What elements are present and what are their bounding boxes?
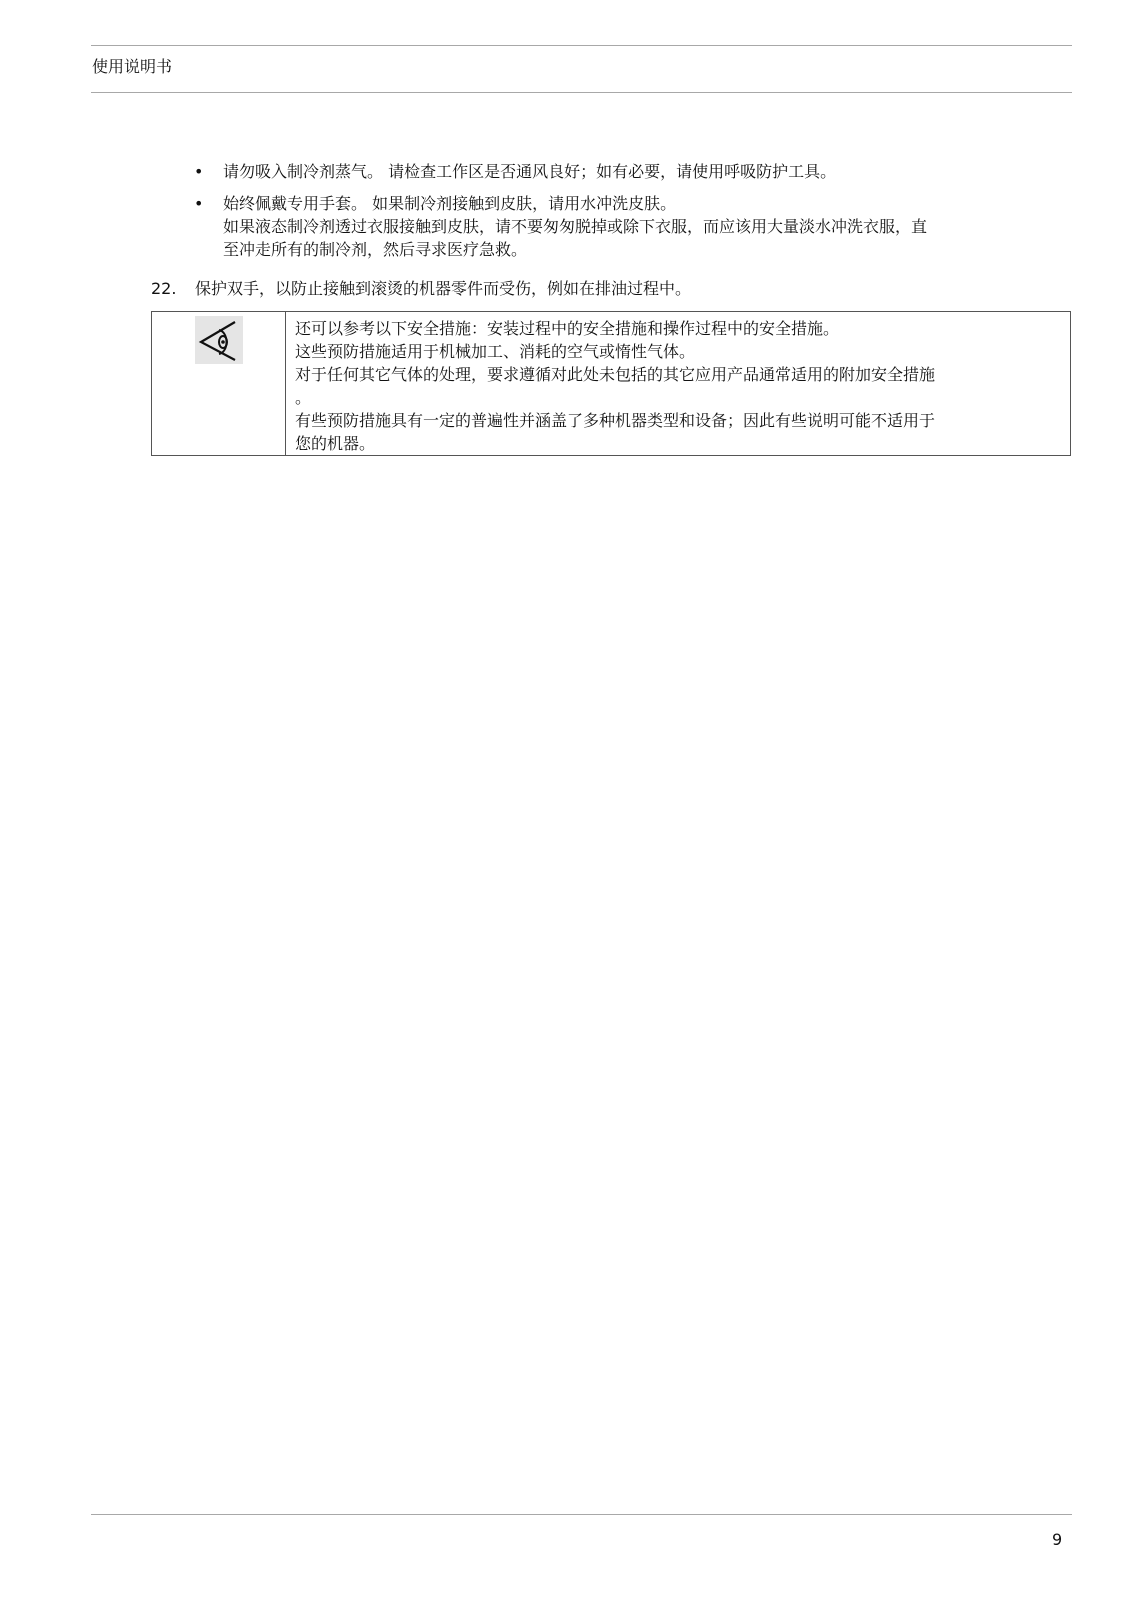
page-number: 9 bbox=[1052, 1530, 1063, 1549]
note-line: 有些预防措施具有一定的普遍性并涵盖了多种机器类型和设备；因此有些说明可能不适用于 bbox=[295, 411, 936, 430]
item-number: 22. bbox=[151, 279, 177, 298]
note-icon-cell bbox=[152, 312, 286, 455]
note-line: 还可以参考以下安全措施：安装过程中的安全措施和操作过程中的安全措施。 bbox=[295, 319, 840, 338]
safety-bullet-list bbox=[193, 160, 1073, 270]
numbered-item bbox=[151, 277, 1071, 300]
bullet-line: 如果液态制冷剂透过衣服接触到皮肤，请不要匆匆脱掉或除下衣服，而应该用大量淡水冲洗衣服，直 bbox=[223, 217, 928, 236]
note-line: 。 bbox=[295, 388, 312, 407]
note-line: 这些预防措施适用于机械加工、消耗的空气或惰性气体。 bbox=[295, 342, 696, 361]
note-text bbox=[295, 317, 1065, 455]
header-rule-top bbox=[91, 45, 1072, 46]
list-item bbox=[193, 192, 1073, 261]
bullet-line: 至冲走所有的制冷剂，然后寻求医疗急救。 bbox=[223, 240, 528, 259]
bullet-line: 始终佩戴专用手套。 如果制冷剂接触到皮肤，请用水冲洗皮肤。 bbox=[223, 194, 677, 213]
bullet-marker: • bbox=[194, 162, 204, 181]
note-box bbox=[151, 311, 1071, 456]
header-rule-bottom bbox=[91, 92, 1072, 93]
footer-rule bbox=[91, 1514, 1072, 1515]
page-header-title: 使用说明书 bbox=[92, 57, 173, 76]
bullet-marker: • bbox=[194, 194, 204, 213]
item-text: 保护双手，以防止接触到滚烫的机器零件而受伤，例如在排油过程中。 bbox=[195, 279, 692, 298]
eye-icon bbox=[195, 316, 243, 364]
note-line: 对于任何其它气体的处理，要求遵循对此处未包括的其它应用产品通常适用的附加安全措施 bbox=[295, 365, 936, 384]
bullet-line: 请勿吸入制冷剂蒸气。 请检查工作区是否通风良好；如有必要，请使用呼吸防护工具。 bbox=[223, 162, 837, 181]
note-line: 您的机器。 bbox=[295, 434, 376, 453]
list-item bbox=[193, 160, 1073, 183]
